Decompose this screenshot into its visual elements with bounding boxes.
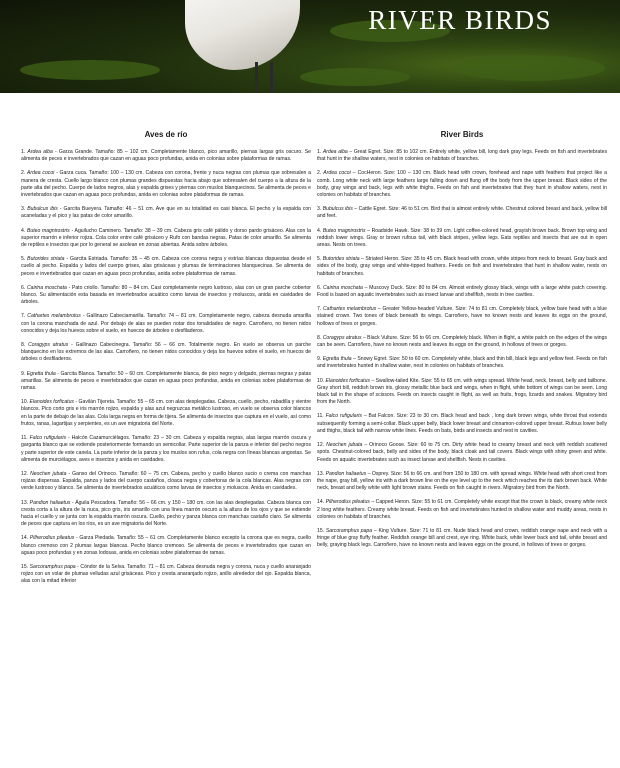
scientific-name: Egretta thula bbox=[26, 370, 56, 377]
english-column bbox=[317, 130, 607, 557]
bird-entry bbox=[317, 306, 607, 328]
entry-description: – Osprey. Size: 56 to 66 cm. and from 150 to 180 cm. with spread wings. White head with short crest from the nape, gray bill, yellow iris with a dark brown line on the eye level up to the neck which reaches the its dark brown back. White neck, breast and belly white with light brown stains. Feeds on fish caught in rivers. Migratory bird from the North. bbox=[317, 470, 607, 492]
bird-entry bbox=[21, 564, 311, 586]
scientific-name: Coragyps atratus bbox=[28, 342, 69, 349]
entry-number: 4. bbox=[317, 227, 322, 234]
bird-entry bbox=[21, 471, 311, 493]
spanish-entry-list bbox=[21, 149, 311, 586]
entry-description: - Aguilucho Caminero. Tamaño: 38 – 39 cm. Cabeza gris café pálido y dorso pardo grisáceo. Alas con la superior marrón e inferior rojiza. Cola color entre café grisáceo y Rufo con bandas negras. Patas de color amarillo. Se alimenta de reptiles e insectos que por lo general se asolean en zonas abiertas. Anida sobre árboles. bbox=[21, 227, 312, 249]
entry-description: - Gavilán Tijereta. Tamaño: 55 – 65 cm. con alas desplegadas. Cabeza, cuello, pecho, rabadilla y vientre blancos. Pico corto gris e iris marrón rojizo, espalda y alas azul negruzcas metálico lustroso, en vuelo se observa color blancos en la parte de debajo de las alas. Cola larga negra en forma de tijera. Se alimenta de insectos que captura en el vuelo, así como frutos, ranas, lagartijas y serpientes, es un ave migratoria del Norte. bbox=[21, 399, 311, 427]
scientific-name: Butorides striata bbox=[27, 256, 65, 263]
entry-description: – Orinoco Goose. Size: 60 to 75 cm. Dirty white head to creamy breast and neck with reddish scattered spots. Chestnut-colored back, belly and sides of the body, black cloak and tail covers. Black wings with shiny green and white. Feeds on aquatic invertebrates such as insect larvae and shellfish. Nests in cavities. bbox=[317, 442, 607, 463]
entry-description: - Garza cuca. Tamaño: 100 – 130 cm. Cabeza con corona, frente y nuca negras con plumas que sobresalen a manera de cresta. Cuello largo blanco con plumas grandes dispuestas hacia abajo que sobresalen del cuerpo a la altura de la parte alta del pecho. Cuerpo de lados negros, alas y espalda grises y piernas con muslos blanquecinos. Se alimenta de peces e invertebrados que cazan en aguas poco profundas, anida en colonias sobre plataformas de ramas. bbox=[21, 170, 311, 199]
entry-number: 2. bbox=[21, 170, 26, 177]
entry-number: 1. bbox=[21, 149, 26, 155]
scientific-name: Bubulcus ibis bbox=[322, 206, 353, 213]
english-heading: River Birds bbox=[440, 130, 484, 139]
entry-description: - Garcita Estriada. Tamaño: 35 – 45 cm. Cabeza con corona negra y estrías blancas dispuestas desde el cuello al pecho. Espalda y lados del cuerpo grises, alas grisáceas y plumas de terminaciones blanquecinas. Se alimenta de peces e invertebrados que cazan en aguas poco profundas, anida sobre plataformas de ramas. bbox=[21, 256, 311, 277]
entry-description: - Águila Pescadora. Tamaño: 56 – 66 cm. y 150 – 180 cm. con las alas desplegadas. Cabeza blanca con cresta corta a la altura de la nuca, pico gris, iris amarillo con una línea marrón oscuro a la altura de los ojos y que se extiende hacia el cuello y se junta con la espalda marrón oscura. Cuello, pecho y panza blanca con manchas castaño claro. Se alimenta de peces que captura en los ríos, es un ave migratoria del Norte. bbox=[21, 499, 312, 528]
entry-description: – Capped Heron. Size: 55 to 61 cm. Completely white except that the crown is black, creamy white neck 2 long white feathers. Creamy white breast. Feeds on fish and invertebrates hunted in shallow water and muddy areas, nests in colonies on habitats of branches. bbox=[317, 499, 607, 520]
bird-entry bbox=[317, 413, 607, 435]
entry-description: - Ganso del Orinoco. Tamaño: 60 – 75 cm. Cabeza, pecho y cuello blanco sucio o crema con manchas rojizas dispersas. Espalda, panza y lados del cuerpo castaños, cloaca negra y cobertoras de la cola blancas. Alas negras con verde lustroso y blanco. Se alimenta de invertebrados acuáticos como larvas de insectos y moluscos. Anida en cavidades. bbox=[21, 470, 311, 492]
entry-number: 12. bbox=[317, 442, 325, 449]
bird-entry bbox=[21, 206, 311, 220]
bird-entry bbox=[21, 285, 311, 307]
scientific-name: Sarcoramphus papa bbox=[325, 527, 373, 534]
lily-pad bbox=[20, 60, 160, 80]
bird-entry bbox=[21, 500, 311, 529]
scientific-name: Elanoides forficatus bbox=[325, 377, 370, 384]
lily-pad bbox=[300, 68, 410, 86]
scientific-name: Buteo magnirostris bbox=[322, 227, 366, 234]
entry-number: 5. bbox=[317, 256, 322, 263]
bird-entry bbox=[21, 399, 311, 428]
bird-entry bbox=[21, 371, 311, 393]
scientific-name: Sarcoramphus papa bbox=[29, 563, 76, 570]
entry-description: - Garcita Blanca. Tamaño: 50 – 60 cm. Completamente blanca, de pico negro y delgado, piernas negras y patas amarillas. Se alimenta de peces e invertebrados que cazan en aguas poco profundas, anida en colonias sobre plataformas de ramas. bbox=[21, 370, 312, 392]
bird-entry bbox=[21, 256, 311, 278]
spanish-heading: Aves de río bbox=[144, 130, 188, 139]
entry-number: 6. bbox=[21, 284, 26, 291]
entry-description: - Garza Grande. Tamaño: 85 – 102 cm. Completamente blanco, pico amarillo, piernas largas gris oscuro. Se alimenta de peces e invertebrados que cazan en aguas poco profundas, anida en colonias sobre plataformas de ramas. bbox=[21, 149, 312, 163]
entry-description: – Snowy Egret. Size: 50 to 60 cm. Completely white, black and thin bill, black legs and yellow feet. Feeds on fish and invertebrates hunted in shallow water, nest in colonies on habitats of branches. bbox=[317, 356, 607, 370]
entry-number: 11. bbox=[317, 413, 324, 420]
entry-description: – Great Egret. Size: 85 to 102 cm. Entirely white, yellow bill, long dark gray legs. Feeds on fish and invertebrates that hunt in the shallow waters, nest in colonies on habitats of branches. bbox=[317, 149, 608, 163]
bird-entry bbox=[317, 378, 607, 407]
scientific-name: Ardea cocoi bbox=[323, 170, 351, 177]
bird-entry bbox=[21, 535, 311, 557]
bird-entry bbox=[21, 313, 311, 335]
lily-pad bbox=[455, 55, 605, 81]
scientific-name: Buteo magnirostris bbox=[26, 227, 70, 234]
entry-number: 2. bbox=[317, 170, 322, 177]
bird-entry bbox=[317, 170, 607, 199]
bird-entry bbox=[317, 228, 607, 250]
bird-entry bbox=[317, 256, 607, 278]
entry-description: - Halcón Cazamurciélagos. Tamaño: 23 – 30 cm. Cabeza y espalda negras, alas largas marrón oscura y garganta blanco que se extiende posteriormente formando un semicollar. Parte superior de la panza e inferior del pecho negros y parte superior de este canela. La parte inferior de la panza y los muslos son rufus, cola negra con líneas blancas angostas. Se alimenta de murciélagos, aves e insectos y anida en cavidades. bbox=[21, 435, 311, 463]
page-title: RIVER BIRDS bbox=[368, 5, 552, 35]
scientific-name: Cairina moschata bbox=[322, 284, 363, 291]
entry-number: 9. bbox=[317, 356, 322, 363]
entry-number: 8. bbox=[317, 334, 322, 341]
entry-description: – Striated Heron. Size: 35 to 45 cm. Black head with crown, white stripes from neck to breast. Gray back and sides of the body, gray wings and white-tipped feathers. Feeds on fish and invertebrates that hunt in shallow water, nests on habitats of branches. bbox=[317, 256, 607, 277]
scientific-name: Cairina moschata bbox=[26, 284, 67, 291]
scientific-name: Pilherodius pileatus bbox=[29, 535, 75, 542]
english-entry-list bbox=[317, 149, 607, 550]
entry-description: - Garcita Bueyera. Tamaño: 46 – 51 cm. Ave que en su totalidad es casi blanca. El pecho y la espalda con acaneladas y el pico y las patas de color amarillo. bbox=[21, 206, 311, 220]
entry-number: 8. bbox=[21, 342, 26, 349]
entry-number: 5. bbox=[21, 256, 26, 263]
scientific-name: Butorides striata bbox=[322, 256, 360, 263]
entry-description: - Pato criollo. Tamaño: 80 – 84 cm. Casi completamente negro lustroso, alas con un gran parche cobertor blanco. Su alimentación esta basada en invertebrados acuático como larvas de insectos y moluscos, anida en cavidades de árboles. bbox=[21, 284, 312, 306]
bird-entry bbox=[21, 149, 311, 163]
entry-number: 15. bbox=[21, 563, 29, 570]
entry-number: 7. bbox=[21, 313, 26, 320]
entry-description: – Muscovy Duck. Size: 80 to 84 cm. Almost entirely glossy black, wings with a large white patch covering. Food is based on aquatic invertebrates such as insect larvae and shellfish, nests in tree cavities. bbox=[317, 284, 607, 299]
bird-entry bbox=[317, 471, 607, 493]
entry-description: - Gallinazo Cabeciamarilla. Tamaño: 74 – 81 cm. Completamente negro, cabeza desnuda amarilla con la corona manchada de azul. Por debajo de alas se pueden notar dos tonalidades de negro. Carroñero, no tienen nidos conocidos y deja los huevos sobre el suelo, en huecos de árboles o desfiladeros. bbox=[21, 313, 311, 334]
hero-photo bbox=[0, 0, 620, 93]
entry-number: 12. bbox=[21, 470, 29, 477]
egret-leg bbox=[270, 62, 273, 93]
bird-entry bbox=[21, 435, 311, 464]
entry-number: 6. bbox=[317, 284, 322, 291]
scientific-name: Neochen jubata bbox=[30, 470, 67, 477]
egret-leg bbox=[255, 62, 258, 93]
entry-description: – Roadside Hawk. Size: 38 to 39 cm. Light coffee-colored head, grayish brown back. Brown top wing and reddish lower wings. Gray or brown rufous tail, with black stripes, yellow legs. Eats reptiles and insects that are out in open areas. Nests on trees. bbox=[317, 227, 608, 249]
scientific-name: Pandion haliaetus bbox=[29, 499, 71, 506]
entry-description: – Greater Yellow-headed Vulture. Size: 74 to 81 cm. Completely black, yellow bare head with a blue stained crown. Two tones of black beneath its wings. Carroñero, have no known nests and leaves its eggs on the ground, hollows of trees or gorges. bbox=[317, 306, 607, 327]
entry-number: 14. bbox=[21, 535, 29, 542]
entry-number: 13. bbox=[21, 499, 29, 506]
scientific-name: Coragyps atratus bbox=[322, 334, 362, 341]
scientific-name: Falco rufigularis bbox=[29, 435, 67, 442]
bird-entry bbox=[317, 149, 607, 163]
entry-number: 14. bbox=[317, 499, 325, 506]
bird-entry bbox=[317, 206, 607, 220]
scientific-name: Neochen jubata bbox=[326, 442, 363, 449]
entry-number: 4. bbox=[21, 227, 26, 234]
egret-image bbox=[185, 0, 300, 70]
bird-entry bbox=[21, 342, 311, 364]
entry-description: – Black Vulture. Size: 56 to 66 cm. Completely black. When in flight, a white patch on the edges of the wings can be seen. Carroñero, have no known nests and leaves its eggs on the ground, in hollows of trees or gorges. bbox=[317, 334, 608, 349]
bird-entry bbox=[317, 442, 607, 464]
entry-description: – Swallow-tailed Kite. Size: 55 to 65 cm. with wings spread. White head, neck, breast, belly and tailbone. Gray short bill, reddish brown iris, glossy metallic blue back and wings, when in flight, white bottom of wings can be seen. Long black tail in the shape of scissors. Feeds on insects caught in flight, as well as fruits, frogs, lizards and snakes. Migratory bird from the North. bbox=[317, 377, 607, 406]
scientific-name: Cathartes melambrotus bbox=[322, 306, 377, 313]
entry-number: 3. bbox=[21, 206, 26, 213]
bird-entry bbox=[317, 285, 607, 299]
bird-entry bbox=[21, 228, 311, 250]
spanish-column bbox=[21, 130, 311, 593]
scientific-name: Bubulcus ibis bbox=[27, 206, 58, 213]
entry-number: 11. bbox=[21, 435, 28, 442]
bird-entry bbox=[317, 499, 607, 521]
entry-description: - Gallinazo Cabecinegra. Tamaño: 56 – 66 cm. Totalmente negro. En vuelo se observa un parche blanquecino en los extremos de las alas. Carroñero, no tienen nidos conocidos y deja los huevos sobre el suelo, en huecos de árboles o desfiladeros. bbox=[21, 342, 311, 363]
entry-number: 1. bbox=[317, 149, 322, 155]
entry-description: – King Vulture. Size: 71 to 81 cm. Nude black head and crown, reddish orange nape and neck with a fringe of blue gray fluffy feather. Reddish orange bill and crest, eye ring. White back, white lower back and tail, white breast and belly, graying black legs. Carroñero, have no known nests and leaves eggs on the ground, in hollows of trees or gorges. bbox=[317, 527, 607, 549]
scientific-name: Ardea alba bbox=[322, 149, 348, 155]
entry-number: 10. bbox=[317, 377, 325, 384]
entry-number: 13. bbox=[317, 470, 325, 477]
scientific-name: Elanoides forficatus bbox=[29, 399, 74, 406]
bird-entry bbox=[317, 356, 607, 370]
scientific-name: Ardea alba bbox=[27, 149, 53, 155]
entry-description: – Cattle Egret. Size: 46 to 51 cm. Bird that is almost entirely white. Chestnut colored breast and back, yellow bill and feet. bbox=[317, 206, 607, 220]
scientific-name: Ardea cocoi bbox=[27, 170, 55, 177]
scientific-name: Pilherodius pileatus bbox=[325, 499, 370, 506]
bird-entry bbox=[21, 170, 311, 199]
entry-description: – CocHeron. Size: 100 – 130 cm. Black head with crown, forehead and nape with feathers that project like a comb. Long white neck with large feathers large falling down and flung off the body from the upper breast. Black sides of the body, gray wings and back, legs with white thighs. Feeds on fish and invertebrates that they hunt in shallow waters, nest in colonies on habitats of branches. bbox=[317, 170, 607, 199]
entry-number: 7. bbox=[317, 306, 322, 313]
scientific-name: Falco rufigularis bbox=[325, 413, 362, 420]
entry-number: 3. bbox=[317, 206, 322, 213]
scientific-name: Pandion haliaetus bbox=[325, 470, 367, 477]
entry-number: 9. bbox=[21, 370, 26, 377]
entry-description: - Garza Piedada. Tamaño: 55 – 61 cm. Completamente blanco excepto la corona que es negra, cuello blanco cremoso con 2 plumas largas blancas. Pecho blanco cremoso. Se alimenta de peces e invertebrados que cazan en aguas poco profundas y en zonas lodosas, anida en colonias sobre plataformas de ramas. bbox=[21, 535, 311, 556]
scientific-name: Cathartes melambrotus bbox=[27, 313, 81, 320]
bird-entry bbox=[317, 528, 607, 550]
entry-number: 10. bbox=[21, 399, 29, 406]
entry-description: – Bat Falcon. Size: 23 to 30 cm. Black head and back , long dark brown wings, white throat that extends subsequently forming a semi-collar. Black upper belly, black lower breast and cinnamon-colored upper breast. Rufous lower belly and thighs, black tail with narrow white lines. Feeds on bats, birds and insects and nest in cavities. bbox=[317, 413, 608, 434]
entry-description: - Cóndor de la Selva. Tamaño: 71 – 81 cm. Cabeza desnuda negra y corona, nuca y cuello anaranjado rojizo con un volar de plumas velludas azul grisáceas. Pico y cresta anaranjado rojizo, anillo alrededor del ojo. Espalda blanca, alas con la mitad inferior bbox=[21, 563, 311, 585]
bird-entry bbox=[317, 335, 607, 349]
entry-number: 15. bbox=[317, 527, 325, 534]
scientific-name: Egretta thula bbox=[322, 356, 352, 363]
